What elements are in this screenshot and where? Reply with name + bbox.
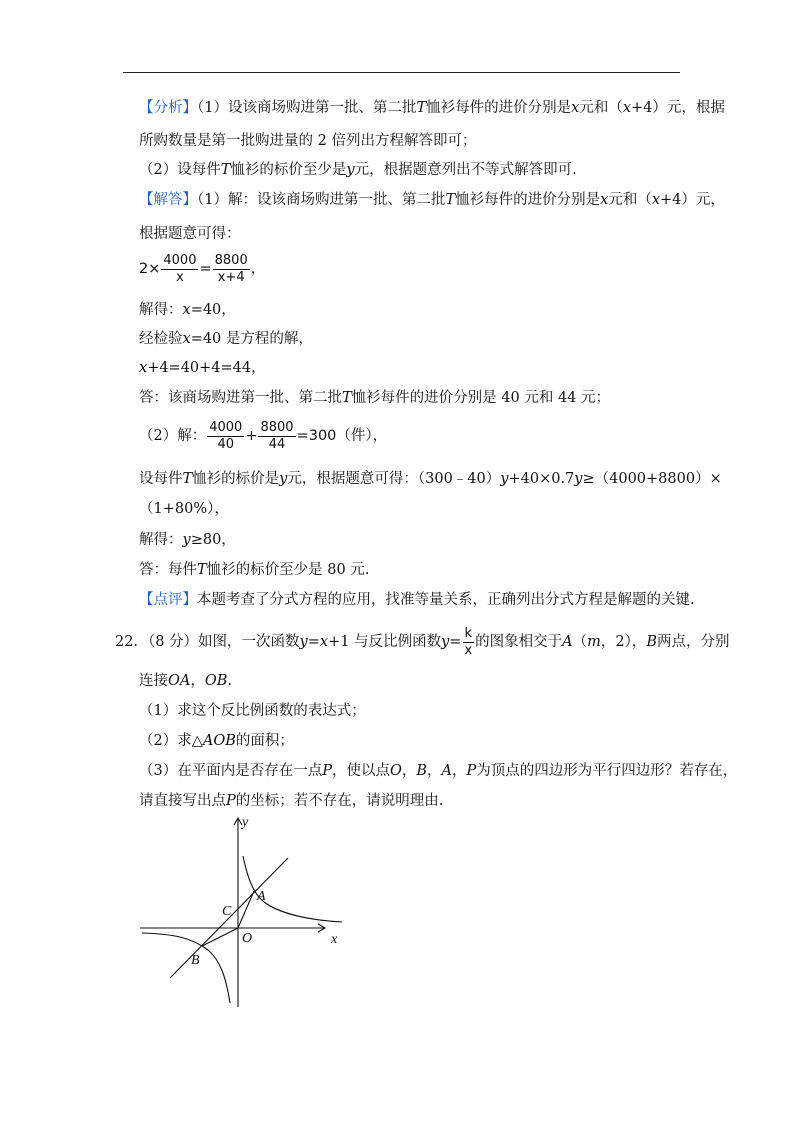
q22-sub-1: （1）求这个反比例函数的表达式； xyxy=(139,703,366,719)
analysis-tag: 【分析】 xyxy=(139,100,197,116)
fraction-4000-40: $\frac{4000}{40}$ xyxy=(209,419,243,452)
check-line: 经检验x=40 是方程的解， xyxy=(139,331,313,347)
comment-line: 【点评】本题考查了分式方程的应用，找准等量关系，正确列出分式方程是解题的关键. xyxy=(139,592,695,608)
fraction-4000-x: $\frac{4000}{x}$ xyxy=(163,252,197,285)
equation-1: 2× $\frac{4000}{x}$ = $\frac{8800}{x+4}$ ， xyxy=(139,252,266,285)
q22-line-1: 22．（8 分）如图，一次函数y=x+1 与反比例函数y= $\frac{k}{x}$ 的图象相交于A（m，2），B两点，分别 xyxy=(115,625,730,658)
fraction-8800-44: $\frac{8800}{44}$ xyxy=(260,419,294,452)
point-C-label: C xyxy=(222,904,232,919)
point-O-label: O xyxy=(242,931,253,946)
answer-line-2: 根据题意可得： xyxy=(139,226,241,242)
q22-sub-2: （2）求△AOB的面积； xyxy=(139,733,294,749)
header-rule xyxy=(123,72,680,73)
part2-line-2: 设每件T恤衫的标价是y元，根据题意可得：（300﹣40）y+40×0.7y≥（4000+8800）× xyxy=(139,471,722,487)
y-axis-label: y xyxy=(242,815,249,830)
function-graph-figure xyxy=(130,812,360,1012)
fraction-8800-x4: $\frac{8800}{x+4}$ xyxy=(214,252,248,285)
part2-line-3: （1+80%）， xyxy=(139,501,229,517)
analysis-line-2: 所购数量是第一批购进量的 2 倍列出方程解答即可； xyxy=(139,133,477,149)
segment-OA xyxy=(238,891,254,928)
part2-line-5: 答：每件T恤衫的标价至少是 80 元. xyxy=(139,562,370,578)
answer-tag: 【解答】 xyxy=(139,192,197,208)
solve-line: 解得：x=40， xyxy=(139,302,236,318)
answer-line-1: 【解答】（1）解：设该商场购进第一批、第二批T恤衫每件的进价分别是x元和（x+4）元， xyxy=(139,192,725,208)
hyperbola-branch-q3 xyxy=(142,933,230,1003)
analysis-line-3: （2）设每件T恤衫的标价至少是y元，根据题意列出不等式解答即可. xyxy=(139,162,577,178)
point-A-label: A xyxy=(257,889,266,904)
calc-line: x+4=40+4=44， xyxy=(139,360,266,376)
analysis-line-1: 【分析】（1）设该商场购进第一批、第二批T恤衫每件的进价分别是x元和（x+4）元，根据 xyxy=(139,100,725,116)
point-B-label: B xyxy=(191,953,200,968)
answer-1-line: 答：该商场购进第一批、第二批T恤衫每件的进价分别是 40 元和 44 元； xyxy=(139,390,611,406)
segment-OB xyxy=(202,928,238,946)
q22-sub-3: （3）在平面内是否存在一点P，使以点O，B，A，P为顶点的四边形为平行四边形？若存在， xyxy=(139,763,738,779)
q22-line-2: 连接OA，OB. xyxy=(139,673,233,689)
fraction-k-x: $\frac{k}{x}$ xyxy=(464,625,473,658)
part2-equation: （2）解： $\frac{4000}{40}$ + $\frac{8800}{44}$ =300（件）， xyxy=(139,419,388,452)
q22-sub-4: 请直接写出点P的坐标；若不存在，请说明理由. xyxy=(139,793,444,809)
x-axis-label: x xyxy=(331,932,338,947)
comment-tag: 【点评】 xyxy=(139,592,197,608)
part2-line-4: 解得：y≥80， xyxy=(139,532,236,548)
